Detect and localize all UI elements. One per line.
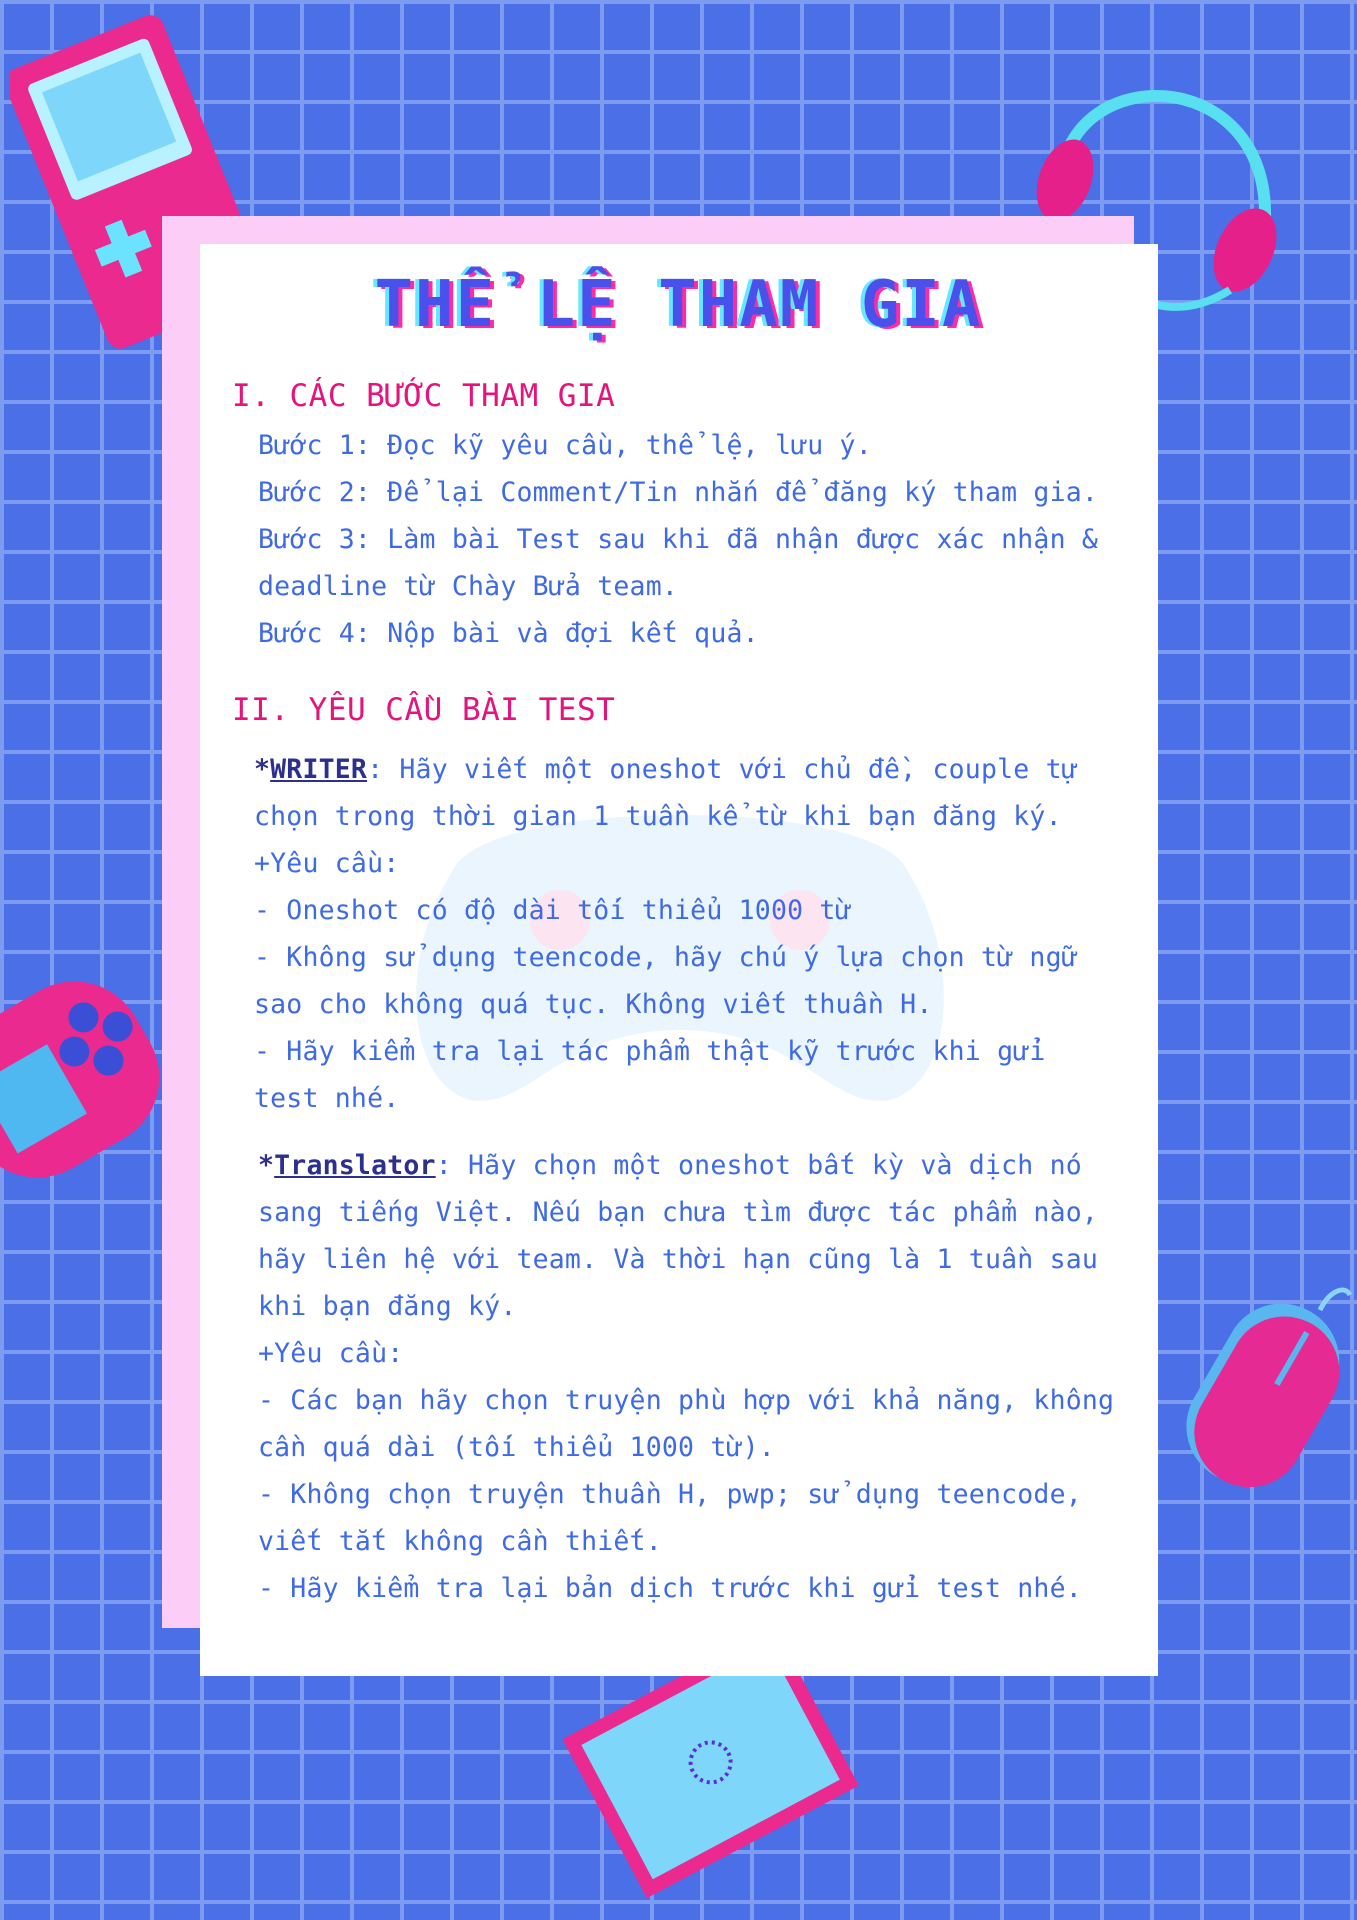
step-line: Bước 1: Đọc kỹ yêu cầu, thể lệ, lưu ý. bbox=[258, 430, 872, 461]
translator-bullet: * bbox=[258, 1150, 275, 1181]
writer-line: - Không sử dụng teencode, hãy chú ý lựa chọn từ ngữ bbox=[254, 942, 1078, 973]
translator-line: sang tiếng Việt. Nếu bạn chưa tìm được tác phẩm nào, bbox=[258, 1197, 1099, 1228]
writer-line: +Yêu cầu: bbox=[254, 848, 400, 879]
section-heading-test-requirements: II. YÊU CẦU BÀI TEST bbox=[232, 692, 616, 728]
laptop-icon bbox=[560, 1640, 880, 1920]
writer-line: test nhé. bbox=[254, 1083, 400, 1114]
translator-line: hãy liên hệ với team. Và thời hạn cũng là 1 tuần sau bbox=[258, 1244, 1099, 1275]
page-title: THỂ LỆ THAM GIA bbox=[374, 268, 983, 342]
translator-line: cần quá dài (tối thiểu 1000 từ). bbox=[258, 1432, 775, 1463]
writer-intro-line bbox=[254, 754, 1078, 785]
writer-line: - Hãy kiểm tra lại tác phẩm thật kỹ trước khi gửi bbox=[254, 1036, 1046, 1067]
step-line: deadline từ Chày Bửa team. bbox=[258, 571, 679, 602]
translator-line: - Hãy kiểm tra lại bản dịch trước khi gửi test nhé. bbox=[258, 1573, 1082, 1604]
writer-line: - Oneshot có độ dài tối thiểu 1000 từ bbox=[254, 895, 852, 926]
translator-line: viết tắt không cần thiết. bbox=[258, 1526, 662, 1557]
translator-intro-text: : Hãy chọn một oneshot bất kỳ và dịch nó bbox=[435, 1150, 1082, 1181]
step-line: Bước 2: Để lại Comment/Tin nhắn để đăng ký tham gia. bbox=[258, 477, 1099, 508]
computer-mouse-icon bbox=[1170, 1280, 1357, 1510]
writer-line: chọn trong thời gian 1 tuần kể từ khi bạn đăng ký. bbox=[254, 801, 1062, 832]
translator-line: +Yêu cầu: bbox=[258, 1338, 404, 1369]
gamepad-icon bbox=[0, 920, 170, 1240]
writer-intro-text: : Hãy viết một oneshot với chủ đề, couple tự bbox=[367, 754, 1078, 785]
translator-line: khi bạn đăng ký. bbox=[258, 1291, 517, 1322]
translator-intro-line bbox=[258, 1150, 1082, 1181]
step-line: Bước 4: Nộp bài và đợi kết quả. bbox=[258, 618, 759, 649]
translator-role-label: Translator bbox=[274, 1150, 436, 1181]
writer-line: sao cho không quá tục. Không viết thuần H. bbox=[254, 989, 933, 1020]
section-heading-steps: I. CÁC BƯỚC THAM GIA bbox=[232, 378, 616, 414]
translator-line: - Các bạn hãy chọn truyện phù hợp với khả năng, không bbox=[258, 1385, 1115, 1416]
writer-bullet: * bbox=[254, 754, 271, 785]
translator-line: - Không chọn truyện thuần H, pwp; sử dụng teencode, bbox=[258, 1479, 1082, 1510]
step-line: Bước 3: Làm bài Test sau khi đã nhận được xác nhận & bbox=[258, 524, 1099, 555]
writer-role-label: WRITER bbox=[270, 754, 368, 785]
